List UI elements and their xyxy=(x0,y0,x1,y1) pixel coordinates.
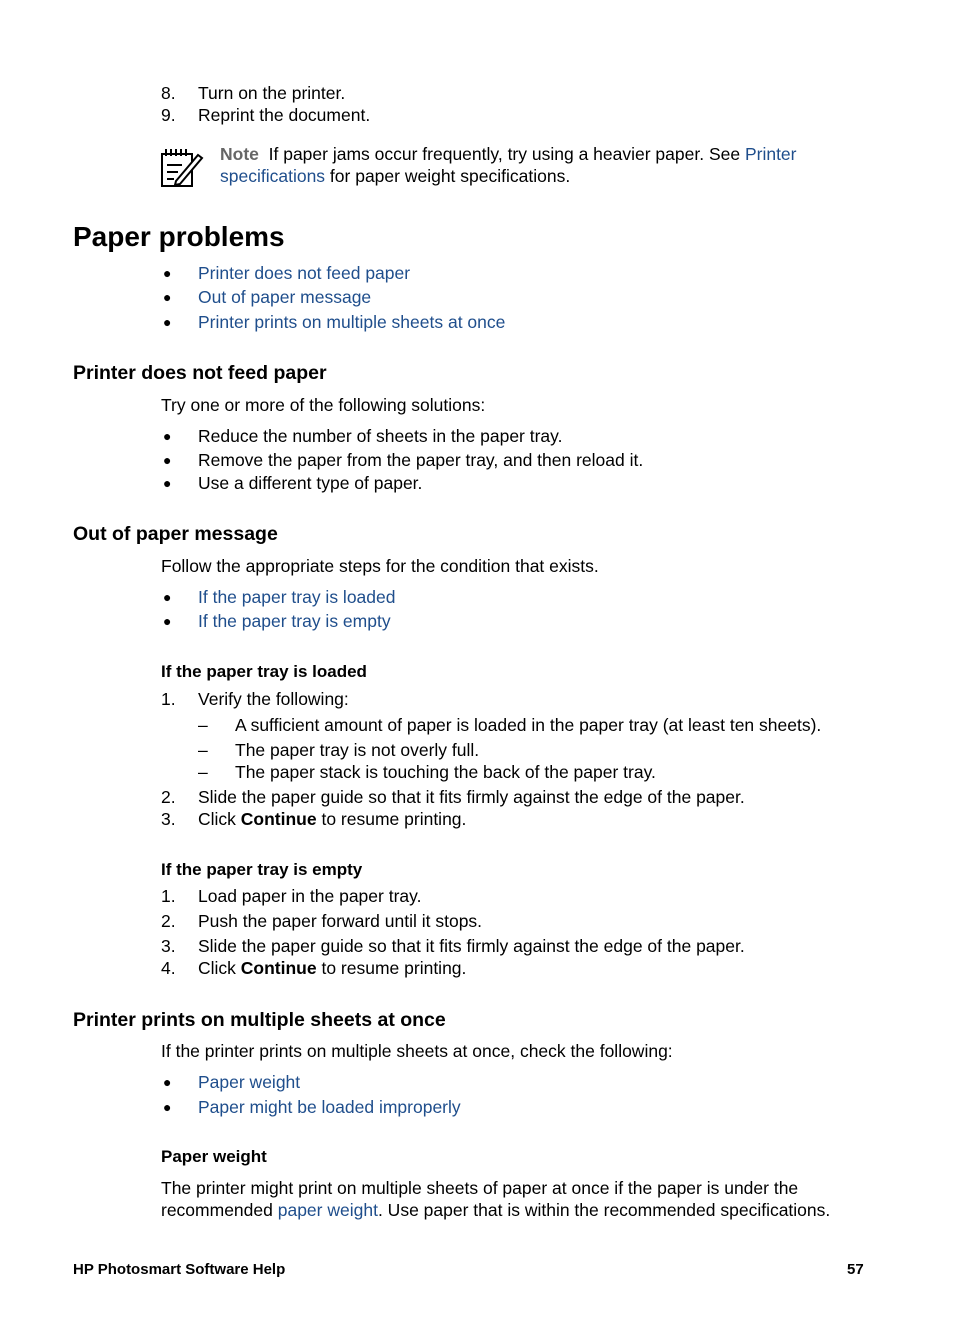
weight-paragraph-line-2 xyxy=(161,1199,830,1221)
step-text-post: to resume printing. xyxy=(316,958,467,978)
bullet: ● xyxy=(163,1074,172,1090)
note-text-after: for paper weight specifications. xyxy=(325,166,571,186)
step-text: Slide the paper guide so that it fits firmly against the edge of the paper. xyxy=(198,936,745,956)
printer-specifications-link[interactable]: Printer xyxy=(744,144,797,164)
toc-link-feed[interactable]: Printer does not feed paper xyxy=(198,263,411,283)
printer-specifications-link-cont[interactable]: specifications xyxy=(220,166,326,186)
bullet: ● xyxy=(163,589,172,605)
feed-bullet: Use a different type of paper. xyxy=(198,473,423,493)
subheading-tray-empty: If the paper tray is empty xyxy=(161,860,363,879)
step-text-pre: Click xyxy=(198,809,241,829)
link-tray-loaded[interactable]: If the paper tray is loaded xyxy=(198,587,396,607)
step-text: Push the paper forward until it stops. xyxy=(198,911,483,931)
step-number: 3. xyxy=(161,936,176,956)
dash: – xyxy=(198,715,208,735)
toc-link-out-of-paper[interactable]: Out of paper message xyxy=(198,287,372,307)
step-text-pre: Click xyxy=(198,958,241,978)
step-text xyxy=(198,808,466,830)
feed-intro: Try one or more of the following solutions: xyxy=(161,395,486,415)
step-number: 1. xyxy=(161,689,176,709)
feed-bullet: Reduce the number of sheets in the paper tray. xyxy=(198,426,563,446)
continue-label: Continue xyxy=(240,809,317,829)
step-number: 1. xyxy=(161,886,176,906)
paper-weight-link[interactable]: paper weight xyxy=(277,1200,378,1220)
link-paper-weight[interactable]: Paper weight xyxy=(198,1072,301,1092)
bullet: ● xyxy=(163,265,172,281)
step-text-post: to resume printing. xyxy=(316,809,467,829)
note-text: If paper jams occur frequently, try using a heavier paper. See xyxy=(268,144,745,164)
step-text: Verify the following: xyxy=(198,689,349,709)
weight-paragraph-line-1: The printer might print on multiple sheets of paper at once if the paper is under the xyxy=(161,1178,799,1198)
bullet: ● xyxy=(163,428,172,444)
step-text: Reprint the document. xyxy=(198,105,371,125)
multiple-intro: If the printer prints on multiple sheets at once, check the following: xyxy=(161,1041,673,1061)
out-of-paper-intro: Follow the appropriate steps for the condition that exists. xyxy=(161,556,599,576)
step-text: Load paper in the paper tray. xyxy=(198,886,422,906)
note-label: Note xyxy=(220,144,259,164)
step-text xyxy=(198,957,466,979)
page-number: 57 xyxy=(847,1261,864,1278)
weight-text-pre: recommended xyxy=(161,1200,278,1220)
note-line-1 xyxy=(220,143,797,165)
toc-link-multiple[interactable]: Printer prints on multiple sheets at once xyxy=(198,312,506,332)
sub-item: A sufficient amount of paper is loaded in the paper tray (at least ten sheets). xyxy=(235,715,822,735)
step-text: Slide the paper guide so that it fits firmly against the edge of the paper. xyxy=(198,787,745,807)
note-icon xyxy=(160,145,204,189)
section-heading-out-of-paper: Out of paper message xyxy=(73,523,278,545)
continue-label: Continue xyxy=(240,958,317,978)
subheading-tray-loaded: If the paper tray is loaded xyxy=(161,662,367,681)
bullet: ● xyxy=(163,452,172,468)
page-title: Paper problems xyxy=(73,221,285,252)
link-tray-empty[interactable]: If the paper tray is empty xyxy=(198,611,391,631)
bullet: ● xyxy=(163,475,172,491)
feed-bullet: Remove the paper from the paper tray, and then reload it. xyxy=(198,450,644,470)
footer-title: HP Photosmart Software Help xyxy=(73,1261,286,1278)
sub-item: The paper tray is not overly full. xyxy=(235,740,480,760)
sub-item: The paper stack is touching the back of the paper tray. xyxy=(235,762,656,782)
weight-text-post: . Use paper that is within the recommended specifications. xyxy=(377,1200,831,1220)
step-number: 2. xyxy=(161,911,176,931)
step-number: 9. xyxy=(161,105,176,125)
bullet: ● xyxy=(163,289,172,305)
step-number: 3. xyxy=(161,809,176,829)
step-text: Turn on the printer. xyxy=(198,83,346,103)
link-loaded-improperly[interactable]: Paper might be loaded improperly xyxy=(198,1097,461,1117)
dash: – xyxy=(198,762,208,782)
section-heading-multiple: Printer prints on multiple sheets at once xyxy=(73,1009,446,1031)
note-line-2 xyxy=(220,165,570,187)
step-number: 8. xyxy=(161,83,176,103)
section-heading-feed: Printer does not feed paper xyxy=(73,362,327,384)
bullet: ● xyxy=(163,1099,172,1115)
subheading-paper-weight: Paper weight xyxy=(161,1147,267,1166)
step-number: 2. xyxy=(161,787,176,807)
bullet: ● xyxy=(163,613,172,629)
step-number: 4. xyxy=(161,958,176,978)
bullet: ● xyxy=(163,314,172,330)
dash: – xyxy=(198,740,208,760)
